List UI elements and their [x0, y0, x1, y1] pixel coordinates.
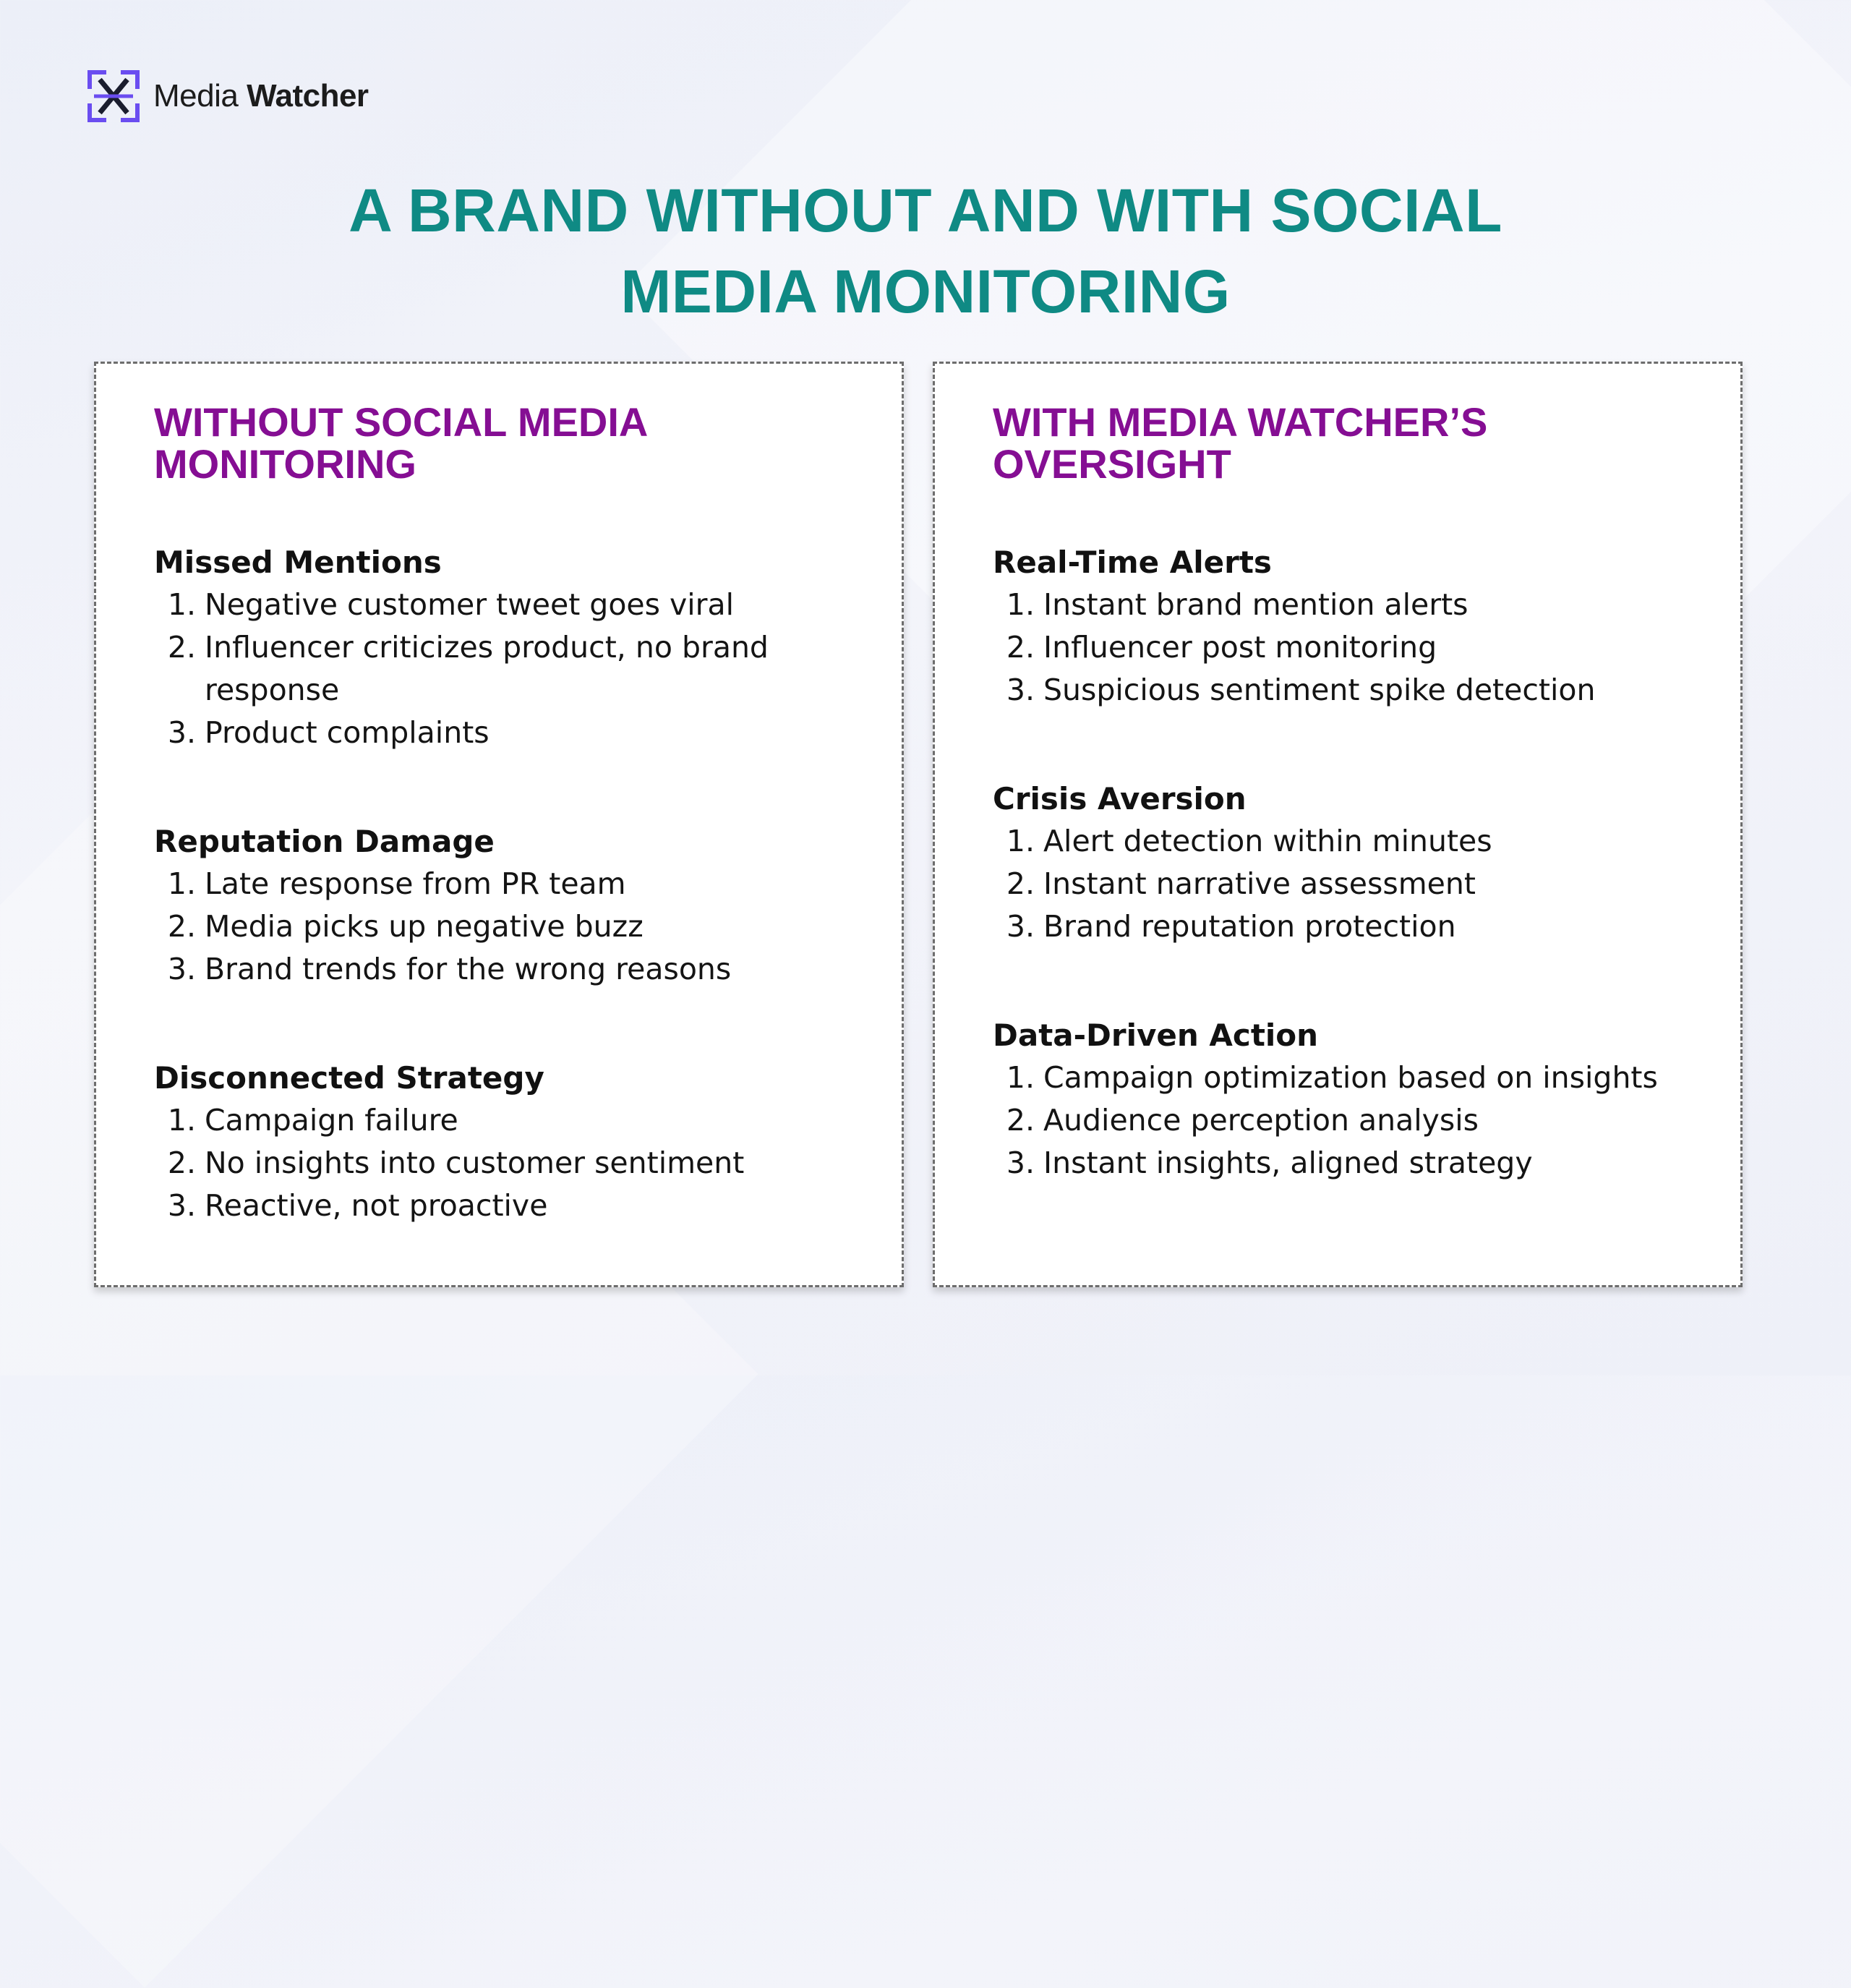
item-number: 3. [1006, 1146, 1035, 1180]
item-number: 1. [1006, 824, 1035, 858]
section-title: Disconnected Strategy [154, 1060, 544, 1096]
item-text: Brand reputation protection [1043, 909, 1456, 944]
list-item [154, 1185, 865, 1227]
list-item [993, 669, 1704, 712]
list-item [154, 948, 865, 991]
with-monitoring-panel [933, 362, 1743, 1287]
list-item [993, 820, 1704, 863]
section-reputation-damage [154, 821, 865, 991]
item-text: Negative customer tweet goes viral [205, 587, 735, 622]
list-item [993, 584, 1704, 626]
list-item [154, 584, 865, 626]
item-text: Influencer criticizes product, no brand response [205, 630, 769, 707]
item-text: Reactive, not proactive [205, 1188, 548, 1223]
item-number: 2. [1006, 630, 1035, 665]
item-text: Product complaints [205, 715, 490, 750]
item-number: 3. [1006, 673, 1035, 707]
list-item [993, 626, 1704, 669]
item-list [154, 863, 865, 991]
item-number: 1. [1006, 587, 1035, 622]
panel-heading [154, 401, 865, 485]
section-title: Missed Mentions [154, 545, 442, 580]
item-number: 3. [167, 715, 196, 750]
item-number: 2. [167, 630, 196, 665]
list-item [993, 1057, 1704, 1099]
list-item [154, 905, 865, 948]
item-number: 1. [167, 866, 196, 901]
item-text: Alert detection within minutes [1043, 824, 1492, 858]
section-title: Reputation Damage [154, 824, 495, 859]
section-crisis-aversion [993, 778, 1704, 948]
item-text: Instant insights, aligned strategy [1043, 1146, 1533, 1180]
page-title [0, 170, 1851, 332]
panel-heading [993, 401, 1704, 485]
item-text: Campaign optimization based on insights [1043, 1060, 1658, 1095]
list-item [154, 1099, 865, 1142]
item-text: Campaign failure [205, 1103, 458, 1138]
list-item [154, 863, 865, 905]
item-text: Suspicious sentiment spike detection [1043, 673, 1596, 707]
panel-heading-line2: MONITORING [154, 441, 416, 487]
item-text: Instant narrative assessment [1043, 866, 1476, 901]
item-text: Audience perception analysis [1043, 1103, 1479, 1138]
item-number: 3. [167, 1188, 196, 1223]
item-text: No insights into customer sentiment [205, 1146, 745, 1180]
item-number: 2. [167, 909, 196, 944]
brand-name-bold: Watcher [247, 78, 369, 114]
page-title-line1: A BRAND WITHOUT AND WITH SOCIAL [349, 176, 1502, 244]
item-number: 1. [167, 587, 196, 622]
item-number: 2. [1006, 1103, 1035, 1138]
page-title-line2: MEDIA MONITORING [620, 257, 1231, 325]
list-item [993, 1099, 1704, 1142]
panel-heading-line1: WITH MEDIA WATCHER’S [993, 399, 1488, 445]
item-list [154, 584, 865, 754]
without-monitoring-panel [94, 362, 904, 1287]
media-watcher-logo-icon [87, 69, 140, 123]
section-missed-mentions [154, 542, 865, 754]
item-number: 2. [1006, 866, 1035, 901]
item-number: 1. [167, 1103, 196, 1138]
item-text: Instant brand mention alerts [1043, 587, 1469, 622]
panel-heading-line1: WITHOUT SOCIAL MEDIA [154, 399, 649, 445]
item-number: 1. [1006, 1060, 1035, 1095]
list-item [154, 1142, 865, 1185]
section-title: Crisis Aversion [993, 781, 1247, 816]
section-data-driven-action [993, 1015, 1704, 1185]
item-list [993, 584, 1704, 712]
item-text: Media picks up negative buzz [205, 909, 644, 944]
list-item [154, 626, 865, 712]
section-title: Real-Time Alerts [993, 545, 1272, 580]
list-item [993, 905, 1704, 948]
item-number: 2. [167, 1146, 196, 1180]
section-disconnected-strategy [154, 1057, 865, 1227]
item-number: 3. [167, 952, 196, 986]
list-item [993, 1142, 1704, 1185]
item-list [993, 1057, 1704, 1185]
panel-heading-line2: OVERSIGHT [993, 441, 1231, 487]
item-number: 3. [1006, 909, 1035, 944]
brand-name [153, 78, 369, 114]
section-real-time-alerts [993, 542, 1704, 712]
item-text: Influencer post monitoring [1043, 630, 1437, 665]
item-text: Brand trends for the wrong reasons [205, 952, 732, 986]
list-item [154, 712, 865, 754]
item-list [154, 1099, 865, 1227]
item-text: Late response from PR team [205, 866, 626, 901]
section-title: Data-Driven Action [993, 1018, 1319, 1053]
brand-logo [87, 69, 369, 124]
brand-name-light: Media [153, 78, 239, 114]
list-item [993, 863, 1704, 905]
item-list [993, 820, 1704, 948]
